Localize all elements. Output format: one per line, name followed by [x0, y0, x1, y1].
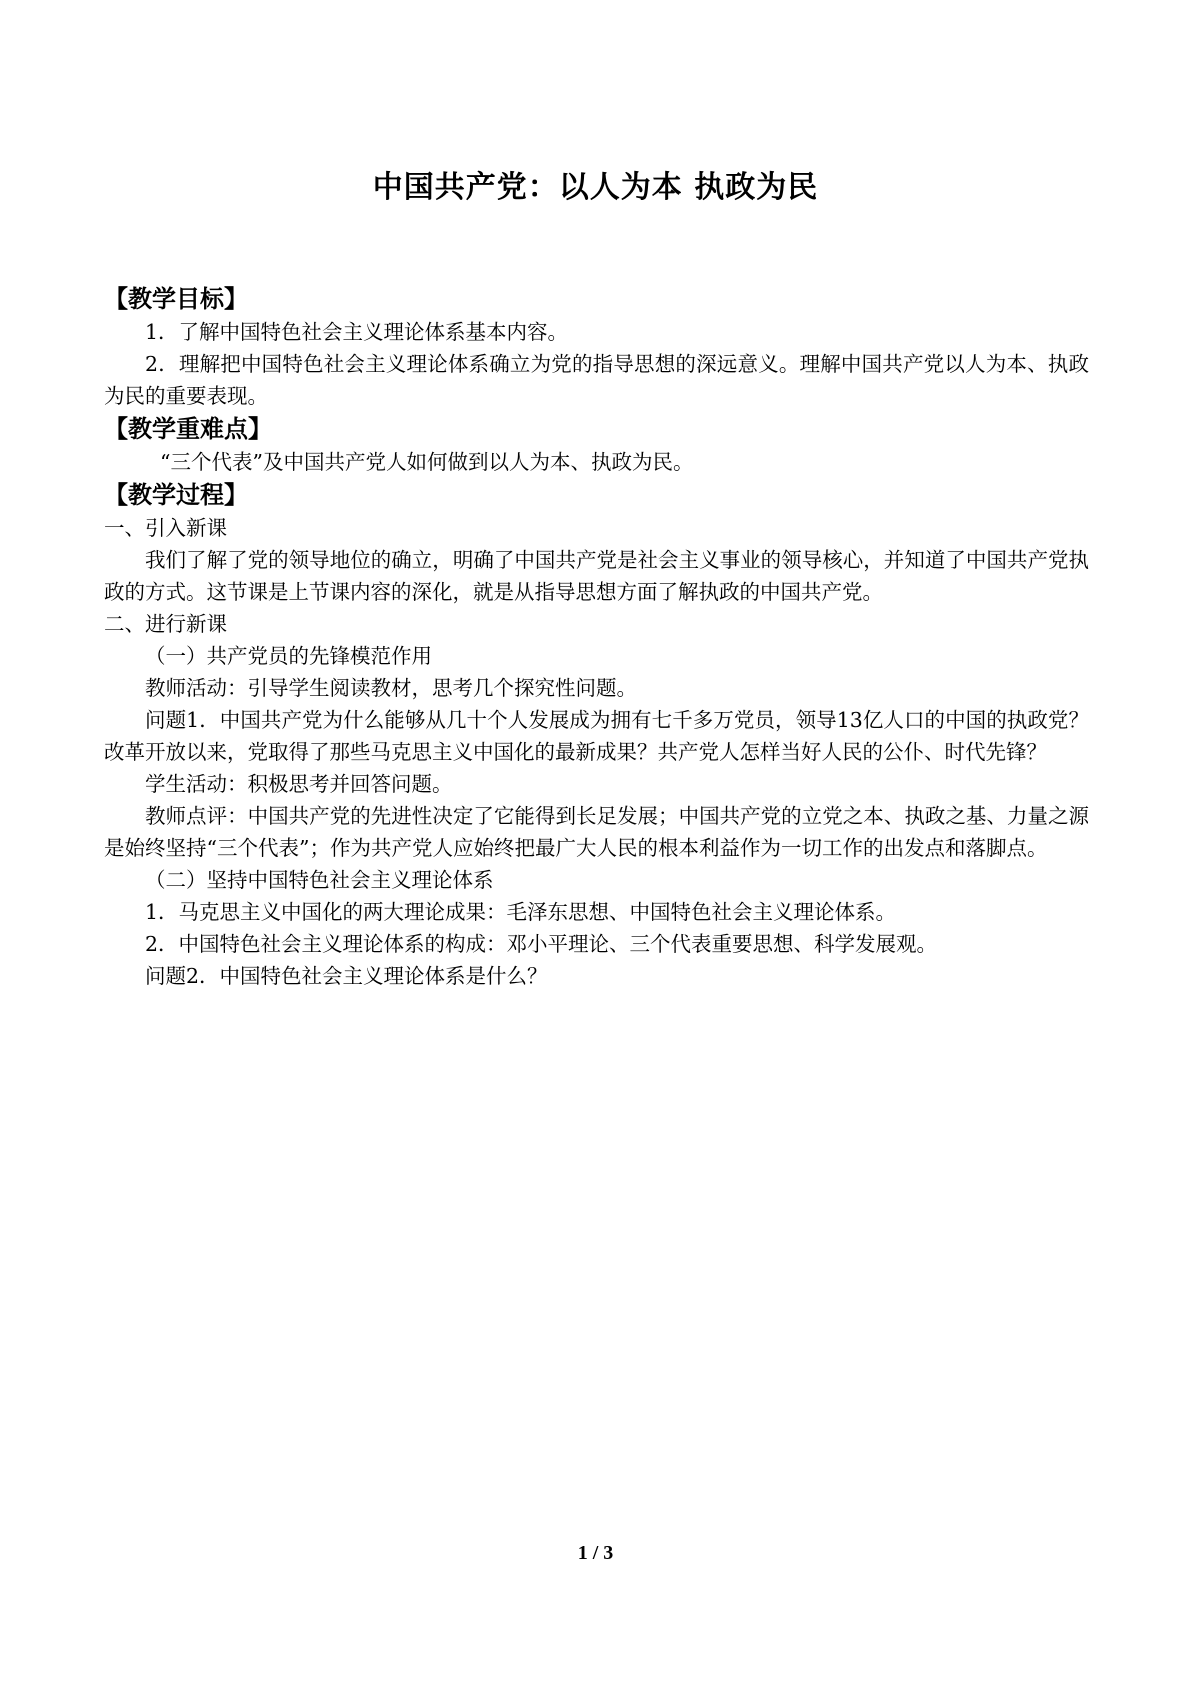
question-2: 问题2．中国特色社会主义理论体系是什么？ [145, 964, 548, 988]
point-2: 2．中国特色社会主义理论体系的构成：邓小平理论、三个代表重要思想、科学发展观。 [145, 932, 938, 956]
heading-key-points: 【教学重难点】 [104, 415, 272, 443]
goal-item-2: 2．理解把中国特色社会主义理论体系确立为党的指导思想的深远意义。理解中国共产党以人为本、执政为民的重要表现。 [104, 352, 1089, 408]
student-activity: 学生活动：积极思考并回答问题。 [145, 772, 453, 796]
point-1: 1．马克思主义中国化的两大理论成果：毛泽东思想、中国特色社会主义理论体系。 [145, 900, 897, 924]
teacher-activity: 教师活动：引导学生阅读教材，思考几个探究性问题。 [145, 676, 637, 700]
teacher-comment: 教师点评：中国共产党的先进性决定了它能得到长足发展；中国共产党的立党之本、执政之基、力量之源是始终坚持“三个代表”；作为共产党人应始终把最广大人民的根本利益作为一切工作的出发点和落脚点。 [104, 804, 1089, 860]
heading-teaching-goals: 【教学目标】 [104, 285, 248, 313]
heading-teaching-process: 【教学过程】 [104, 481, 248, 509]
process-part-1: 一、引入新课 [104, 516, 227, 540]
intro-paragraph: 我们了解了党的领导地位的确立，明确了中国共产党是社会主义事业的领导核心，并知道了中国共产党执政的方式。这节课是上节课内容的深化，就是从指导思想方面了解执政的中国共产党。 [104, 548, 1089, 604]
subsection-1-title: （一）共产党员的先锋模范作用 [145, 644, 432, 668]
key-points-text: “三个代表”及中国共产党人如何做到以人为本、执政为民。 [160, 450, 694, 474]
goal-item-1: 1．了解中国特色社会主义理论体系基本内容。 [145, 320, 569, 344]
subsection-2-title: （二）坚持中国特色社会主义理论体系 [145, 868, 494, 892]
page-number: 1 / 3 [577, 1542, 614, 1564]
question-1: 问题1．中国共产党为什么能够从几十个人发展成为拥有七千多万党员，领导13亿人口的中国的执政党？改革开放以来，党取得了那些马克思主义中国化的最新成果？共产党人怎样当好人民的公仆、时代先锋？ [104, 708, 1089, 764]
document-body [104, 282, 1089, 992]
process-part-2: 二、进行新课 [104, 612, 227, 636]
document-title: 中国共产党：以人为本 执政为民 [372, 170, 819, 205]
